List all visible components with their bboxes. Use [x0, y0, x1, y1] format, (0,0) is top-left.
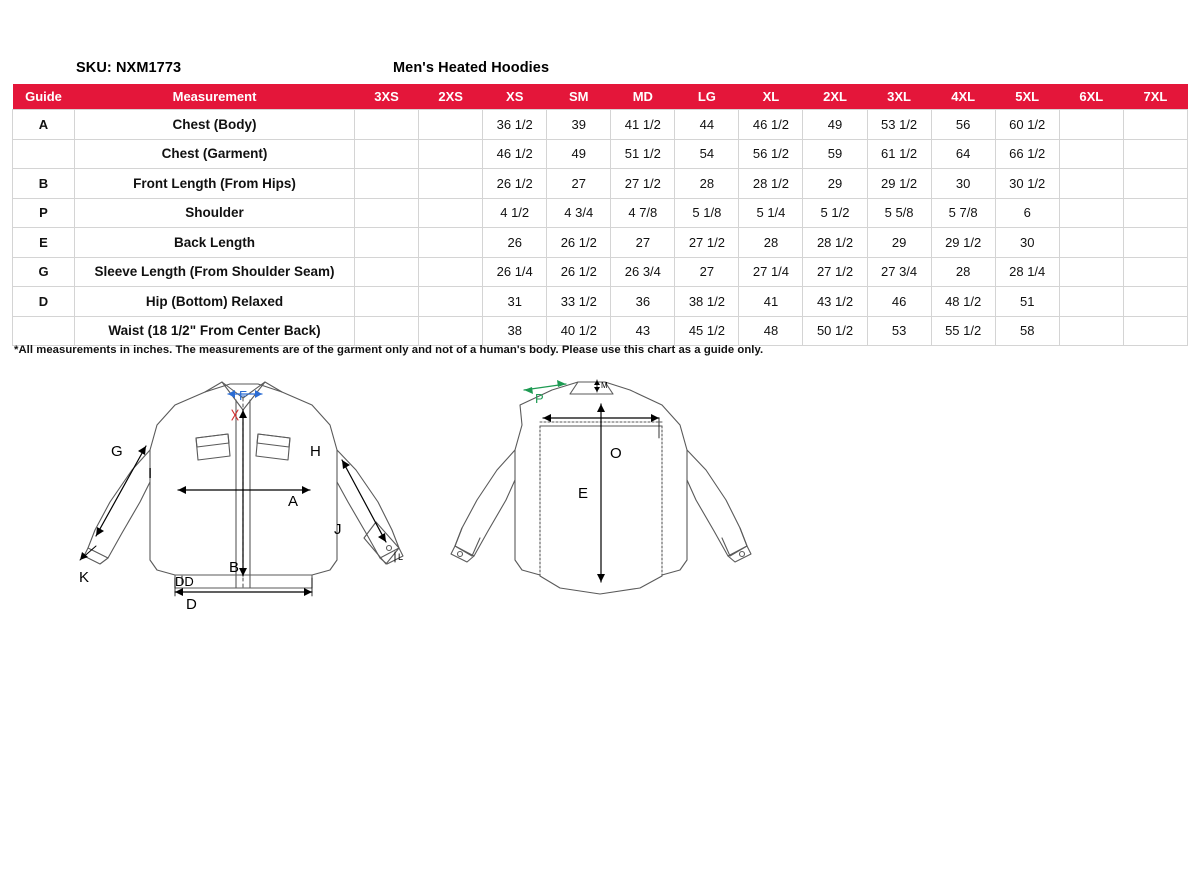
cell: 43 1/2: [803, 287, 867, 317]
cell: [1059, 139, 1123, 169]
table-row: [13, 198, 1188, 228]
cell: [419, 257, 483, 287]
cell: 29: [867, 228, 931, 258]
cell: 5 5/8: [867, 198, 931, 228]
cell: 66 1/2: [995, 139, 1059, 169]
cell: [355, 316, 419, 346]
row-measurement: Chest (Body): [75, 110, 355, 140]
table-row: [13, 169, 1188, 199]
row-guide: [13, 316, 75, 346]
cell: 61 1/2: [867, 139, 931, 169]
column-header-sm: SM: [547, 84, 611, 110]
diagram-label-i: I: [148, 465, 153, 482]
cell: [355, 169, 419, 199]
cell: 64: [931, 139, 995, 169]
cell: [419, 228, 483, 258]
cell: [419, 169, 483, 199]
cell: 26 1/2: [547, 257, 611, 287]
product-name: Men's Heated Hoodies: [393, 60, 550, 76]
diagram-label-a: A: [288, 493, 299, 510]
cell: [1123, 287, 1187, 317]
cell: 4 3/4: [547, 198, 611, 228]
garment-diagram: [0, 370, 1200, 630]
cell: 51 1/2: [611, 139, 675, 169]
column-header-6xl: 6XL: [1059, 84, 1123, 110]
cell: 49: [547, 139, 611, 169]
diagram-label-e: E: [578, 485, 589, 502]
cell: 27: [611, 228, 675, 258]
document-header: [0, 60, 1200, 82]
cell: 58: [995, 316, 1059, 346]
cell: [1059, 198, 1123, 228]
footnote: *All measurements in inches. The measurements are of the garment only and not of a human's body. Please use this chart as a guide only.: [14, 344, 764, 356]
cell: 39: [547, 110, 611, 140]
cell: 30: [995, 228, 1059, 258]
diagram-label-k: K: [79, 569, 90, 586]
row-measurement: Chest (Garment): [75, 139, 355, 169]
cell: 26: [483, 228, 547, 258]
cell: [355, 139, 419, 169]
table-row: [13, 257, 1188, 287]
diagram-label-f: F: [239, 388, 247, 403]
diagram-label-o: O: [610, 445, 622, 462]
cell: [355, 287, 419, 317]
cell: 4 7/8: [611, 198, 675, 228]
cell: [1059, 316, 1123, 346]
cell: 50 1/2: [803, 316, 867, 346]
diagram-label-m: M: [601, 381, 608, 390]
cell: 38: [483, 316, 547, 346]
table-row: [13, 139, 1188, 169]
cell: 46: [867, 287, 931, 317]
column-header-measurement: Measurement: [75, 84, 355, 110]
column-header-4xl: 4XL: [931, 84, 995, 110]
cell: 43: [611, 316, 675, 346]
cell: [355, 198, 419, 228]
row-guide: D: [13, 287, 75, 317]
cell: 54: [675, 139, 739, 169]
cell: 26 1/2: [547, 228, 611, 258]
column-header-5xl: 5XL: [995, 84, 1059, 110]
column-header-2xs: 2XS: [419, 84, 483, 110]
cell: 27 3/4: [867, 257, 931, 287]
column-header-lg: LG: [675, 84, 739, 110]
cell: [1123, 316, 1187, 346]
row-guide: B: [13, 169, 75, 199]
cell: 46 1/2: [739, 110, 803, 140]
column-header-3xs: 3XS: [355, 84, 419, 110]
cell: 28 1/2: [739, 169, 803, 199]
cell: 28: [675, 169, 739, 199]
row-guide: E: [13, 228, 75, 258]
row-measurement: Back Length: [75, 228, 355, 258]
cell: 5 1/4: [739, 198, 803, 228]
row-measurement: Front Length (From Hips): [75, 169, 355, 199]
diagram-label-j: J: [334, 521, 342, 538]
cell: 28 1/4: [995, 257, 1059, 287]
row-guide: A: [13, 110, 75, 140]
cell: 30 1/2: [995, 169, 1059, 199]
row-measurement: Sleeve Length (From Shoulder Seam): [75, 257, 355, 287]
cell: 56: [931, 110, 995, 140]
diagram-label-l: L: [398, 552, 404, 562]
column-header-xs: XS: [483, 84, 547, 110]
row-guide: G: [13, 257, 75, 287]
cell: 28 1/2: [803, 228, 867, 258]
diagram-label-p: P: [535, 391, 544, 406]
cell: 27 1/2: [611, 169, 675, 199]
cell: [1059, 228, 1123, 258]
cell: [1123, 257, 1187, 287]
column-header-md: MD: [611, 84, 675, 110]
cell: [1059, 257, 1123, 287]
size-chart-table: [12, 84, 1188, 346]
cell: 40 1/2: [547, 316, 611, 346]
cell: [419, 110, 483, 140]
diagram-label-b: B: [229, 559, 240, 576]
row-measurement: Hip (Bottom) Relaxed: [75, 287, 355, 317]
cell: [1123, 198, 1187, 228]
cell: 29: [803, 169, 867, 199]
cell: [355, 228, 419, 258]
column-header-guide: Guide: [13, 84, 75, 110]
cell: [1059, 287, 1123, 317]
cell: 29 1/2: [867, 169, 931, 199]
cell: 36 1/2: [483, 110, 547, 140]
cell: [419, 316, 483, 346]
cell: 48: [739, 316, 803, 346]
cell: 56 1/2: [739, 139, 803, 169]
cell: 6: [995, 198, 1059, 228]
cell: [1123, 169, 1187, 199]
cell: 45 1/2: [675, 316, 739, 346]
column-header-2xl: 2XL: [803, 84, 867, 110]
row-guide: P: [13, 198, 75, 228]
cell: 44: [675, 110, 739, 140]
cell: 30: [931, 169, 995, 199]
cell: 41: [739, 287, 803, 317]
cell: 38 1/2: [675, 287, 739, 317]
cell: 51: [995, 287, 1059, 317]
cell: 5 7/8: [931, 198, 995, 228]
cell: 4 1/2: [483, 198, 547, 228]
cell: 27 1/2: [803, 257, 867, 287]
cell: 41 1/2: [611, 110, 675, 140]
cell: 28: [931, 257, 995, 287]
cell: 31: [483, 287, 547, 317]
cell: 26 1/2: [483, 169, 547, 199]
row-measurement: Waist (18 1/2" From Center Back): [75, 316, 355, 346]
cell: [1123, 110, 1187, 140]
table-row: [13, 287, 1188, 317]
cell: 26 3/4: [611, 257, 675, 287]
cell: [355, 257, 419, 287]
column-header-xl: XL: [739, 84, 803, 110]
cell: 49: [803, 110, 867, 140]
cell: 5 1/2: [803, 198, 867, 228]
diagram-label-dd: DD: [175, 574, 194, 589]
cell: [355, 110, 419, 140]
table-row: [13, 110, 1188, 140]
cell: [419, 139, 483, 169]
column-header-3xl: 3XL: [867, 84, 931, 110]
cell: 59: [803, 139, 867, 169]
cell: 53 1/2: [867, 110, 931, 140]
diagram-label-d: D: [186, 596, 197, 613]
cell: 27: [547, 169, 611, 199]
cell: 27 1/2: [675, 228, 739, 258]
column-header-7xl: 7XL: [1123, 84, 1187, 110]
diagram-label-g: G: [111, 443, 123, 460]
row-measurement: Shoulder: [75, 198, 355, 228]
cell: 26 1/4: [483, 257, 547, 287]
cell: [419, 198, 483, 228]
cell: 33 1/2: [547, 287, 611, 317]
cell: [1059, 169, 1123, 199]
cell: 55 1/2: [931, 316, 995, 346]
cell: 60 1/2: [995, 110, 1059, 140]
cell: [1123, 228, 1187, 258]
cell: 5 1/8: [675, 198, 739, 228]
table-row: [13, 228, 1188, 258]
cell: [1123, 139, 1187, 169]
table-header-row: [13, 84, 1188, 110]
table-row: [13, 316, 1188, 346]
cell: 27 1/4: [739, 257, 803, 287]
diagram-label-h: H: [310, 443, 321, 460]
cell: 27: [675, 257, 739, 287]
cell: [1059, 110, 1123, 140]
cell: [419, 287, 483, 317]
cell: 53: [867, 316, 931, 346]
cell: 48 1/2: [931, 287, 995, 317]
cell: 29 1/2: [931, 228, 995, 258]
cell: 28: [739, 228, 803, 258]
cell: 46 1/2: [483, 139, 547, 169]
cell: 36: [611, 287, 675, 317]
sku-label: SKU: NXM1773: [76, 60, 182, 76]
row-guide: [13, 139, 75, 169]
